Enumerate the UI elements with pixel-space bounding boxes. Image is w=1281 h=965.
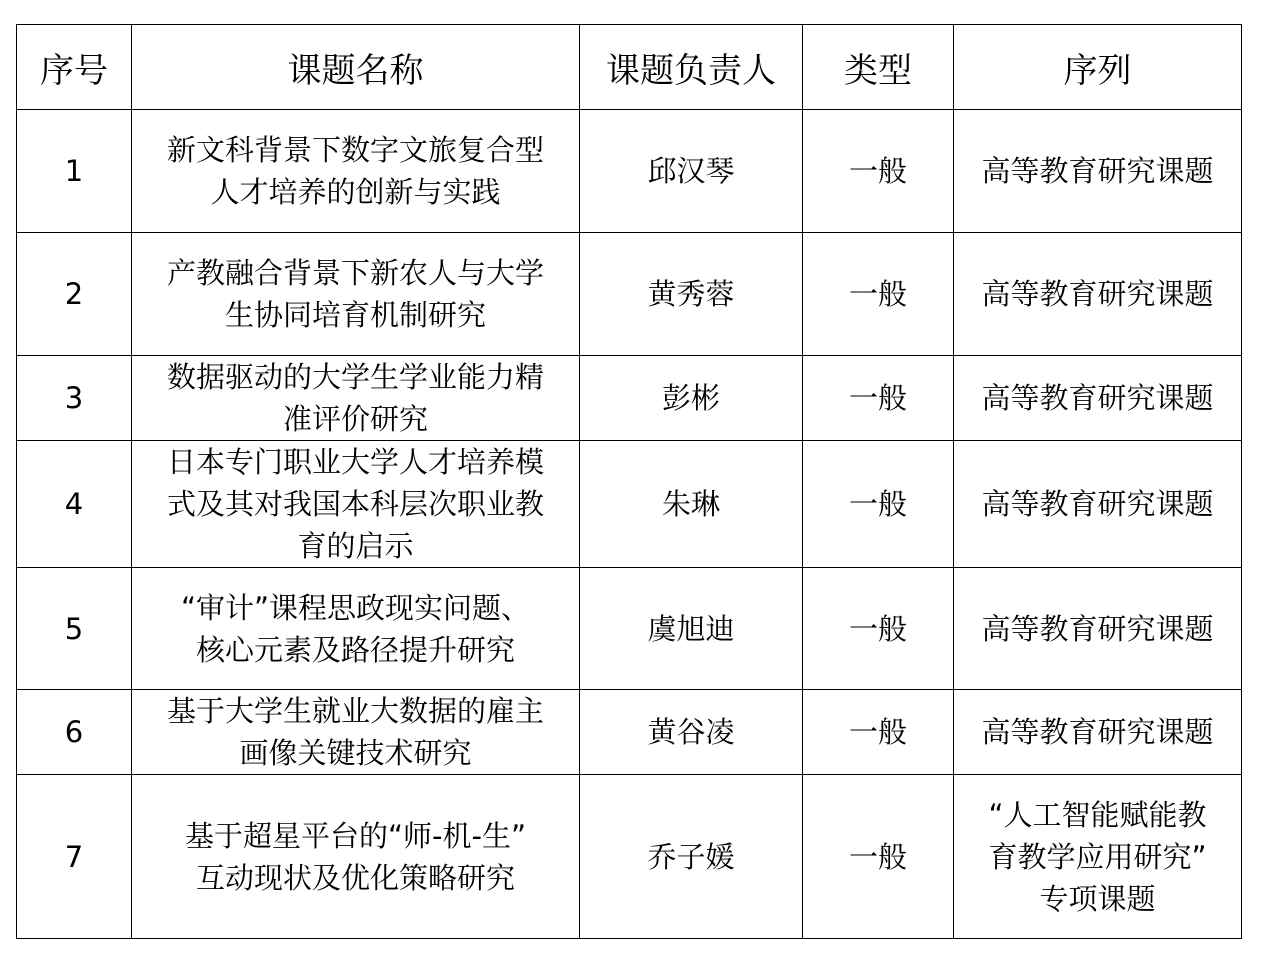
series-line: 育教学应用研究” [988, 839, 1207, 874]
title-line: 生协同培育机制研究 [224, 298, 486, 332]
project-type: 一般 [803, 233, 954, 356]
row-index: 2 [17, 233, 132, 356]
project-title [132, 690, 580, 775]
project-leader: 乔子媛 [580, 775, 803, 939]
project-series [954, 356, 1242, 441]
project-type: 一般 [803, 568, 954, 690]
project-title [132, 441, 580, 568]
table-row [17, 775, 1242, 939]
series-line: 专项课题 [1039, 881, 1156, 916]
project-leader: 彭彬 [580, 356, 803, 441]
series-line: 高等教育研究课题 [981, 715, 1214, 749]
project-type: 一般 [803, 690, 954, 775]
table-row [17, 568, 1242, 690]
row-index: 4 [17, 441, 132, 568]
project-series [954, 110, 1242, 233]
project-title [132, 110, 580, 233]
title-line: 画像关键技术研究 [239, 736, 472, 770]
row-index: 5 [17, 568, 132, 690]
project-type: 一般 [803, 775, 954, 939]
row-index: 1 [17, 110, 132, 233]
series-line: “人工智能赋能教 [988, 797, 1207, 832]
series-line: 高等教育研究课题 [981, 611, 1214, 646]
project-series [954, 441, 1242, 568]
project-leader: 虞旭迪 [580, 568, 803, 690]
title-line: 新文科背景下数字文旅复合型 [166, 133, 544, 167]
title-line: 基于大学生就业大数据的雇主 [166, 694, 544, 728]
table-row [17, 233, 1242, 356]
header-row [17, 25, 1242, 110]
series-line: 高等教育研究课题 [981, 487, 1214, 521]
title-line: 产教融合背景下新农人与大学 [166, 256, 544, 290]
table-row [17, 690, 1242, 775]
title-line: 数据驱动的大学生学业能力精 [166, 360, 544, 394]
project-type: 一般 [803, 441, 954, 568]
table-row [17, 356, 1242, 441]
row-index: 3 [17, 356, 132, 441]
project-leader: 朱琳 [580, 441, 803, 568]
project-leader: 黄谷凌 [580, 690, 803, 775]
project-series [954, 233, 1242, 356]
title-line: 式及其对我国本科层次职业教 [166, 487, 544, 521]
projects-table [16, 24, 1242, 939]
title-line: 互动现状及优化策略研究 [195, 860, 515, 895]
project-leader: 黄秀蓉 [580, 233, 803, 356]
header-leader: 课题负责人 [580, 25, 803, 110]
series-line: 高等教育研究课题 [981, 154, 1214, 188]
row-index: 6 [17, 690, 132, 775]
project-title [132, 233, 580, 356]
project-title [132, 568, 580, 690]
title-line: 基于超星平台的“师-机-生” [185, 818, 526, 853]
table-row [17, 110, 1242, 233]
series-line: 高等教育研究课题 [981, 381, 1214, 415]
title-line: 日本专门职业大学人才培养模 [166, 445, 544, 479]
title-line: 核心元素及路径提升研究 [195, 632, 515, 667]
header-title: 课题名称 [132, 25, 580, 110]
header-type: 类型 [803, 25, 954, 110]
title-line: 人才培养的创新与实践 [210, 175, 501, 209]
project-type: 一般 [803, 110, 954, 233]
project-series [954, 568, 1242, 690]
table-row [17, 441, 1242, 568]
project-leader: 邱汉琴 [580, 110, 803, 233]
project-type: 一般 [803, 356, 954, 441]
row-index: 7 [17, 775, 132, 939]
project-series [954, 775, 1242, 939]
title-line: “审计”课程思政现实问题、 [180, 590, 531, 625]
title-line: 育的启示 [297, 529, 414, 563]
title-line: 准评价研究 [282, 402, 428, 436]
project-series [954, 690, 1242, 775]
project-title [132, 356, 580, 441]
header-series: 序列 [954, 25, 1242, 110]
series-line: 高等教育研究课题 [981, 277, 1214, 311]
header-index: 序号 [17, 25, 132, 110]
project-title [132, 775, 580, 939]
